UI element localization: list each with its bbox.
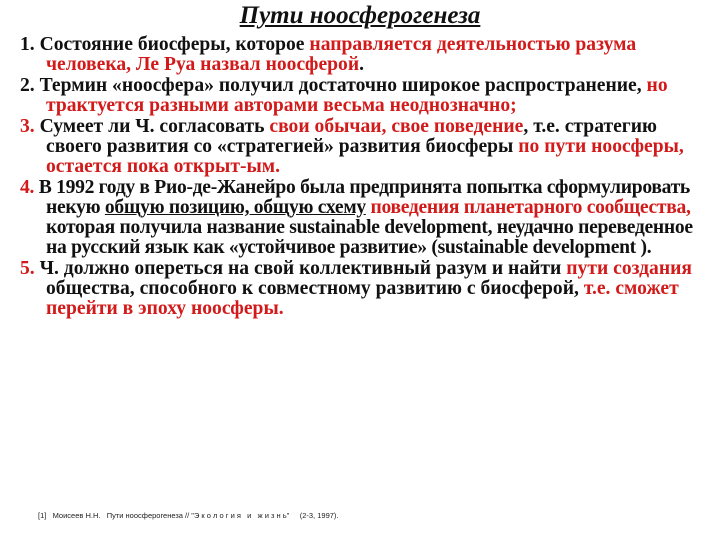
- item-number: 3.: [20, 116, 35, 137]
- list-item: [20, 35, 710, 75]
- slide-title: Пути ноосферогенеза: [239, 2, 481, 29]
- item-number: 5.: [20, 258, 35, 279]
- list-item: [20, 76, 710, 116]
- item-text: Сумеет ли Ч. согласовать: [39, 116, 270, 137]
- item-text: Состояние биосферы, которое: [39, 34, 310, 55]
- list-item: [20, 178, 710, 258]
- highlighted-text: свои обычаи, свое поведение: [269, 116, 524, 137]
- item-number: 1.: [20, 34, 35, 55]
- highlighted-text: направляется деятельностью разума человека, Ле Руа назвал ноосферой: [46, 34, 637, 75]
- item-text: Ч. должно опереться на свой коллективный разум и найти: [39, 258, 567, 279]
- item-text: которая получила название sustainable development, неудачно переведенное на русский язык как «устойчивое развитие» (sustainable development ).: [46, 217, 693, 258]
- footnote: [1] Моисеев Н.Н. Пути ноосферогенеза // "Э к о л о г и я и ж и з н ь" (2-3, 1997).: [38, 511, 339, 520]
- list-item: [20, 259, 710, 319]
- highlighted-text: поведения планетарного сообщества,: [370, 197, 691, 218]
- highlighted-text: т.е. сможет перейти в эпоху ноосферы.: [46, 278, 679, 319]
- item-text: , т.е. стратегию своего развития со «стратегией» развития биосферы: [46, 116, 657, 157]
- highlighted-text: по пути ноосферы, остается пока открыт-ым.: [46, 136, 684, 177]
- item-text: .: [359, 54, 365, 75]
- highlighted-text: но трактуется разными авторами весьма неоднозначно;: [46, 75, 668, 116]
- item-number: 2.: [20, 75, 35, 96]
- item-text: Термин «ноосфера» получил достаточно широкое распространение,: [39, 75, 647, 96]
- item-text: В 1992 году в Рио-де-Жанейро была предпринята попытка сформулировать некую: [38, 177, 690, 218]
- list-item: [20, 117, 710, 177]
- item-text: общества, способного к совместному развитию с биосферой,: [46, 278, 584, 299]
- numbered-list: [20, 35, 710, 320]
- item-text: общую позицию, общую схему: [104, 197, 366, 218]
- highlighted-text: пути создания: [566, 258, 693, 279]
- item-number: 4.: [20, 177, 35, 198]
